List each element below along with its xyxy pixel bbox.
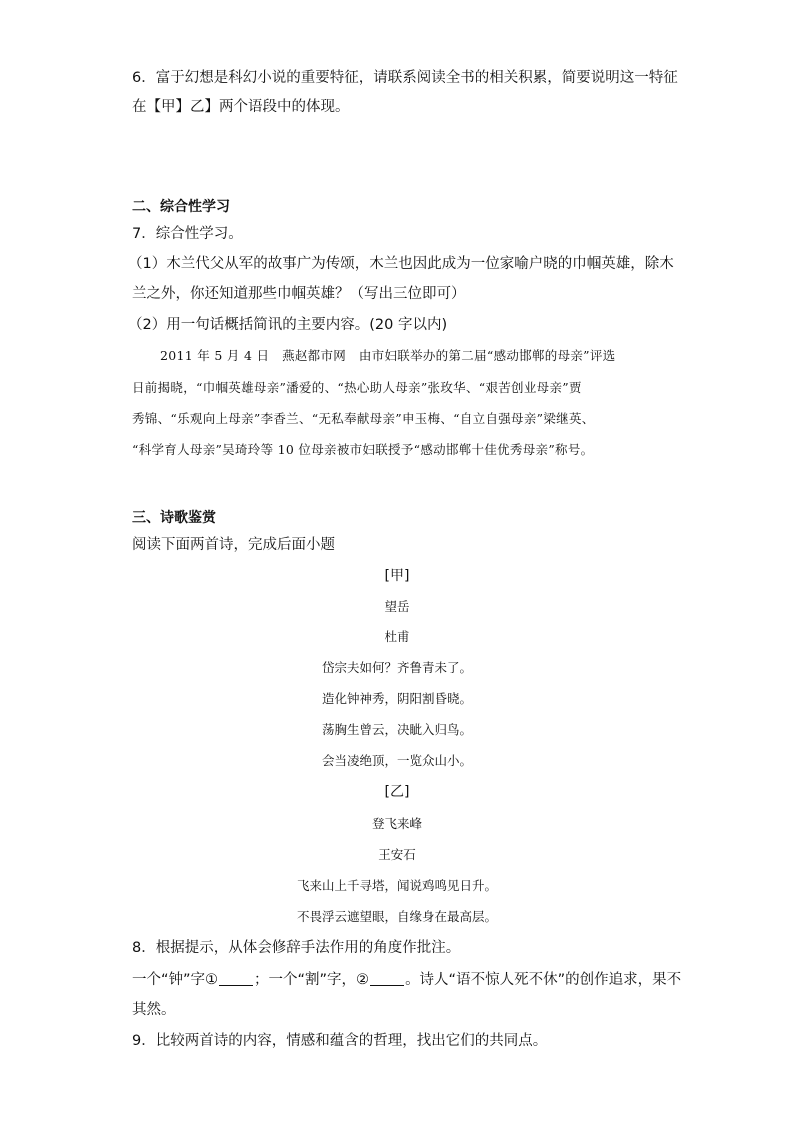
q8-part-a: 一个“钟”字① [132,972,219,988]
poem-2-title: 登飞来峰 [371,816,422,831]
section-3-title: 三、诗歌鉴赏 [132,510,216,526]
q8-prompt-line-2: 其然。 [132,1002,176,1018]
q8-part-b: ；一个“割”字，② [254,972,370,988]
poem-2-line: 飞来山上千寻塔，闻说鸡鸣见日升。 [296,878,497,893]
poem-intro: 阅读下面两首诗，完成后面小题 [132,537,335,553]
section-2-title: 二、综合性学习 [132,199,230,215]
q7-part1-line-1: （1）木兰代父从军的故事广为传颂，木兰也因此成为一位家喻户晓的巾帼英雄，除木 [128,256,674,272]
news-line-3: 秀锦、“乐观向上母亲”李香兰、“无私奉献母亲”申玉梅、“自立自强母亲”梁继英、 [132,411,595,426]
news-line-2: 日前揭晓，“巾帼英雄母亲”潘爱的、“热心助人母亲”张玫华、“艰苦创业母亲”贾 [132,380,582,395]
poem-1-line: 荡胸生曾云，决眦入归鸟。 [321,722,472,737]
poem-2-line: 不畏浮云遮望眼，自缘身在最高层。 [296,909,497,924]
poem-2-label: [乙] [384,784,410,800]
poem-1-line: 会当凌绝顶，一览众山小。 [321,753,472,768]
q6-line-2: 在【甲】乙】两个语段中的体现。 [132,99,350,115]
poem-1-label: [甲] [384,568,410,584]
q8-prompt-line-1 [132,970,681,990]
q7-part2: （2）用一句话概括简讯的主要内容。(20 字以内) [128,317,448,333]
q7-part1-line-2: 兰之外，你还知道那些巾帼英雄？（写出三位即可） [132,286,466,302]
news-line-4: “科学育人母亲”吴琦玲等 10 位母亲被市妇联授予“感动邯郸十佳优秀母亲”称号。 [132,442,594,457]
answer-blank-1[interactable] [219,971,253,986]
news-line-1: 2011 年 5 月 4 日 燕赵都市网 由市妇联举办的第二届“感动邯郸的母亲”评选 [160,348,616,363]
poem-1-line: 岱宗夫如何？齐鲁青未了。 [321,660,472,675]
answer-blank-2[interactable] [370,971,404,986]
q8-part-c: 。诗人“语不惊人死不休”的创作追求，果不 [405,972,682,988]
poem-1-title: 望岳 [384,599,410,614]
q8-title: 8．根据提示，从体会修辞手法作用的角度作批注。 [132,940,461,956]
poem-1-line: 造化钟神秀，阴阳割昏晓。 [321,691,472,706]
q7-title: 7．综合性学习。 [132,226,243,242]
poem-2-author: 王安石 [378,847,416,862]
poem-1-author: 杜甫 [384,629,410,644]
q9-title: 9．比较两首诗的内容，情感和蕴含的哲理，找出它们的共同点。 [132,1033,548,1049]
q6-line-1: 6．富于幻想是科幻小说的重要特征，请联系阅读全书的相关积累，简要说明这一特征 [132,70,678,86]
